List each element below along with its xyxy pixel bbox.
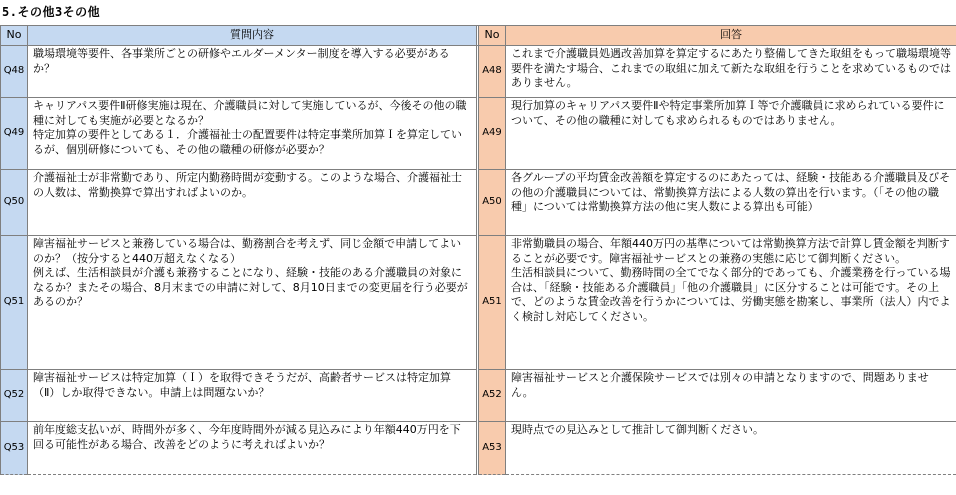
header-no-answer: No (479, 26, 506, 46)
answer-number: A49 (479, 98, 506, 170)
answer-number: A53 (479, 422, 506, 475)
question-text: 職場環境等要件、各事業所ごとの研修やエルダーメンター制度を導入する必要があるか？ (28, 46, 477, 98)
qa-table (0, 25, 956, 475)
answer-text: これまで介護職員処遇改善加算を算定するにあたり整備してきた取組をもって職場環境等要件を満たす場合、これまでの取組に加えて新たな取組を行うことを求めているものではありません。 (506, 46, 956, 98)
table-row (1, 236, 956, 370)
table-row (1, 46, 956, 98)
table-row (1, 98, 956, 170)
table-row (1, 422, 956, 475)
answer-number: A51 (479, 236, 506, 370)
answer-number: A48 (479, 46, 506, 98)
answer-text: 障害福祉サービスと介護保険サービスでは別々の申請となりますので、問題ありません。 (506, 370, 956, 422)
question-text: キャリアパス要件Ⅱ研修実施は現在、介護職員に対して実施しているが、今後その他の職種に対しても実施が必要となるか？ 特定加算の要件としてある１．介護福祉士の配置要件は特定事業所加算Ｉを算定しているが、個別研修についても、その他の職種の研修が必要か？ (28, 98, 477, 170)
question-number: Q50 (1, 170, 28, 236)
header-answer: 回答 (506, 26, 956, 46)
question-text: 介護福祉士が非常勤であり、所定内勤務時間が変動する。このような場合、介護福祉士の人数は、常勤換算で算出すればよいのか。 (28, 170, 477, 236)
answer-number: A50 (479, 170, 506, 236)
section-title: 5.その他3その他 (2, 5, 101, 19)
question-number: Q51 (1, 236, 28, 370)
header-question: 質問内容 (28, 26, 477, 46)
answer-text: 現時点での見込みとして推計して御判断ください。 (506, 422, 956, 475)
answer-text: 現行加算のキャリアパス要件Ⅱや特定事業所加算Ｉ等で介護職員に求められている要件について、その他の職種に対しても求められるものではありません。 (506, 98, 956, 170)
question-number: Q52 (1, 370, 28, 422)
answer-text: 各グループの平均賃金改善額を算定するのにあたっては、経験・技能ある介護職員及びその他の介護職員については、常勤換算方法による人数の算出を行います。（「その他の職種」については常勤換算方法の他に実人数による算出も可能） (506, 170, 956, 236)
question-number: Q49 (1, 98, 28, 170)
question-text: 障害福祉サービスと兼務している場合は、勤務割合を考えず、同じ金額で申請してよいのか？（按分すると440万超えなくなる） 例えば、生活相談員が介護も兼務することになり、経験・技能のある介護職員の対象になるか？またその場合、8月末までの申請に対して、8月10日までの変更届を行う必要があるのか？ (28, 236, 477, 370)
table-row (1, 170, 956, 236)
answer-number: A52 (479, 370, 506, 422)
question-number: Q53 (1, 422, 28, 475)
header-row (1, 26, 956, 46)
question-text: 前年度総支払いが、時間外が多く、今年度時間外が減る見込みにより年額440万円を下回る可能性がある場合、改善をどのように考えればよいか？ (28, 422, 477, 475)
question-number: Q48 (1, 46, 28, 98)
table-row (1, 370, 956, 422)
answer-text: 非常勤職員の場合、年額440万円の基準については常勤換算方法で計算し賃金額を判断することが必要です。障害福祉サービスとの兼務の実態に応じて御判断ください。 生活相談員について、勤務時間の全てでなく部分的であっても、介護業務を行っている場合は、「経験・技能ある介護職員」「他の介護職員」に区分することは可能です。その上で、どのような賃金改善を行うかについては、労働実態を勘案し、事業所（法人）内でよく検討し対応してください。 (506, 236, 956, 370)
header-no-question: No (1, 26, 28, 46)
question-text: 障害福祉サービスは特定加算（Ｉ）を取得できそうだが、高齢者サービスは特定加算（Ⅱ）しか取得できない。申請上は問題ないか？ (28, 370, 477, 422)
